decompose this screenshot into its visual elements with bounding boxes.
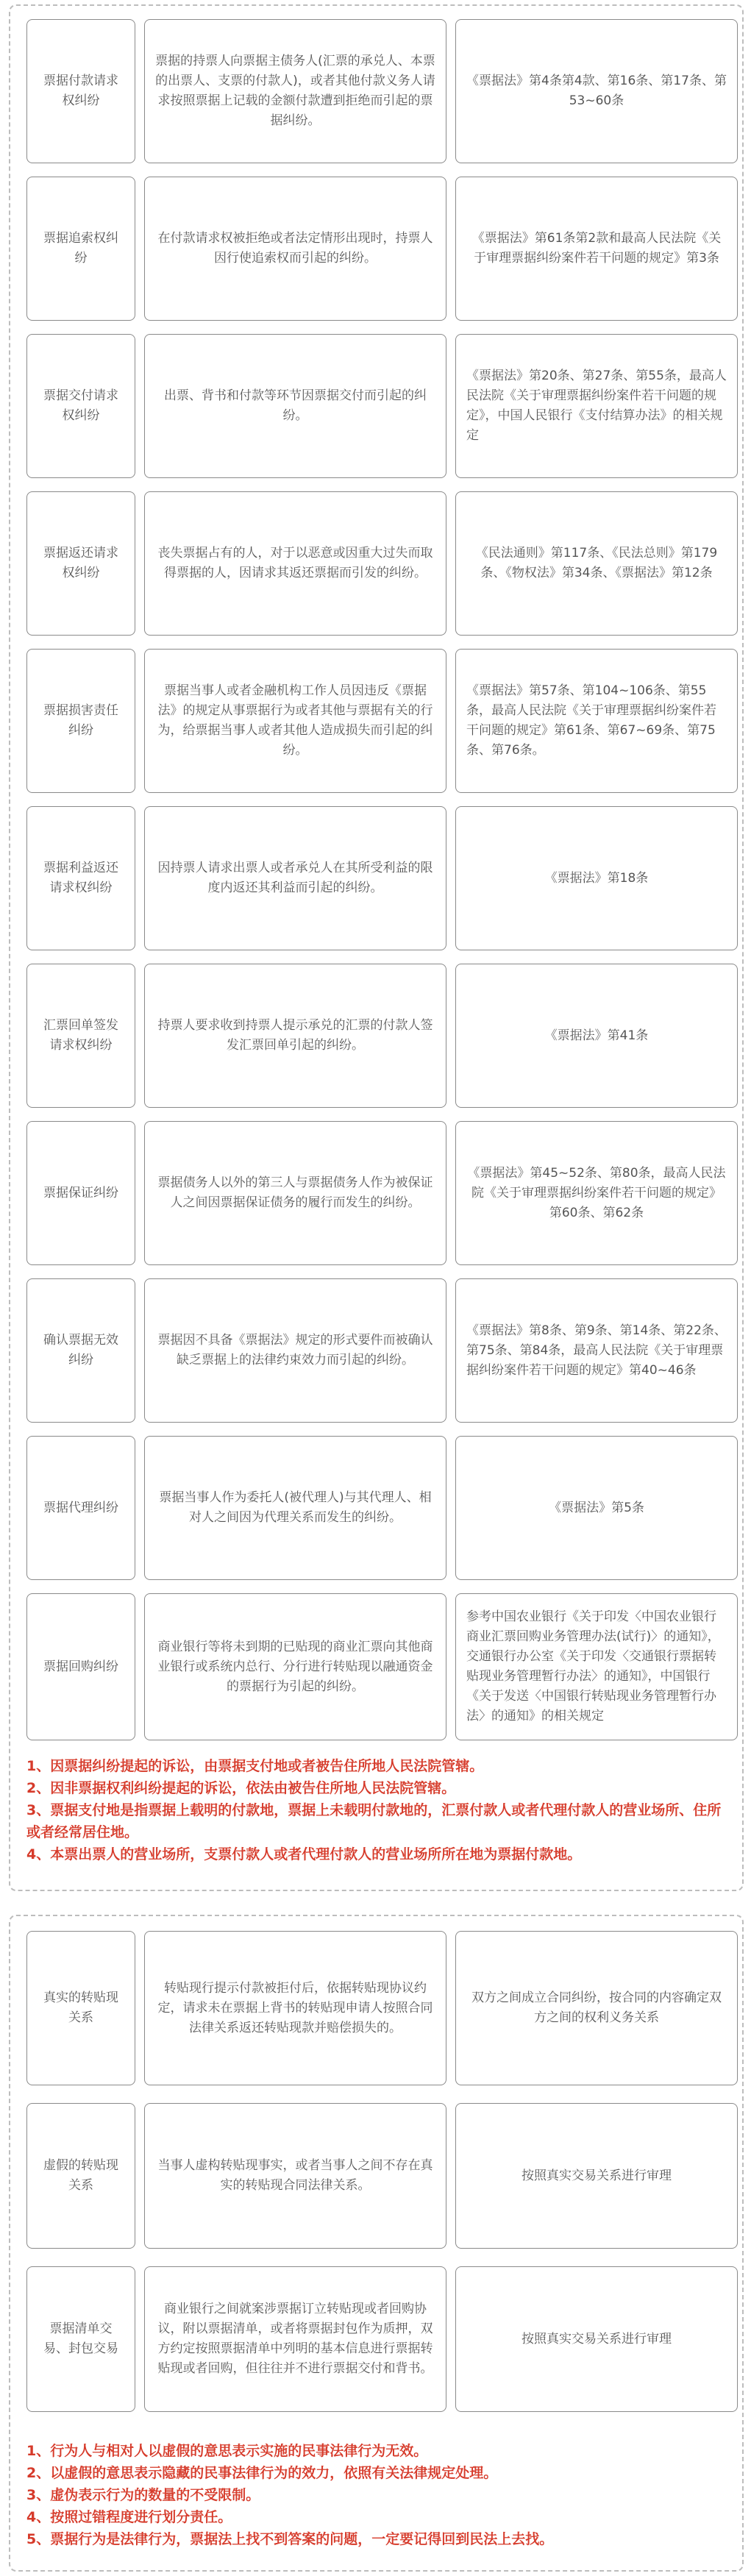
legal-basis-cell: 按照真实交易关系进行审理 xyxy=(455,2103,738,2249)
description-cell: 丧失票据占有的人，对于以恶意或因重大过失而取得票据的人，因请求其返还票据而引发的纠纷。 xyxy=(144,491,446,636)
legal-basis-cell: 按照真实交易关系进行审理 xyxy=(455,2266,738,2412)
note-item: 5、票据行为是法律行为，票据法上找不到答案的问题，一定要记得回到民法上去找。 xyxy=(26,2531,554,2547)
description-cell: 票据债务人以外的第三人与票据债务人作为被保证人之间因票据保证债务的履行而发生的纠纷。 xyxy=(144,1121,446,1265)
dispute-type-cell: 汇票回单签发请求权纠纷 xyxy=(26,964,135,1108)
description-cell: 票据当事人或者金融机构工作人员因违反《票据法》的规定从事票据行为或者其他与票据有关的行为，给票据当事人或者其他人造成损失而引起的纠纷。 xyxy=(144,649,446,793)
note-item: 2、以虚假的意思表示隐藏的民事法律行为的效力，依照有关法律规定处理。 xyxy=(26,2465,498,2481)
notes-list xyxy=(26,1755,733,1865)
legal-basis-cell: 《票据法》第61条第2款和最高人民法院《关于审理票据纠纷案件若干问题的规定》第3条 xyxy=(455,177,738,321)
note-item: 4、本票出票人的营业场所，支票付款人或者代理付款人的营业场所所在地为票据付款地。 xyxy=(26,1846,582,1862)
section-bill-disputes xyxy=(9,4,744,1891)
description-cell: 票据当事人作为委托人(被代理人)与其代理人、相对人之间因为代理关系而发生的纠纷。 xyxy=(144,1436,446,1580)
dispute-type-cell: 票据清单交易、封包交易 xyxy=(26,2266,135,2412)
note-item: 2、因非票据权利纠纷提起的诉讼，依法由被告住所地人民法院管辖。 xyxy=(26,1780,456,1796)
dispute-type-cell: 票据代理纠纷 xyxy=(26,1436,135,1580)
dispute-type-cell: 票据回购纠纷 xyxy=(26,1593,135,1740)
dispute-type-cell: 票据追索权纠纷 xyxy=(26,177,135,321)
note-item: 1、因票据纠纷提起的诉讼，由票据支付地或者被告住所地人民法院管辖。 xyxy=(26,1758,484,1774)
section-rediscount-relations xyxy=(9,1915,744,2572)
dispute-type-cell: 票据保证纠纷 xyxy=(26,1121,135,1265)
legal-basis-cell: 《票据法》第20条、第27条、第55条，最高人民法院《关于审理票据纠纷案件若干问题的规定》，中国人民银行《支付结算办法》的相关规定 xyxy=(455,334,738,478)
note-item: 3、虚伪表示行为的数量的不受限制。 xyxy=(26,2487,260,2503)
legal-basis-cell: 《票据法》第41条 xyxy=(455,964,738,1108)
legal-basis-cell: 《民法通则》第117条、《民法总则》第179条、《物权法》第34条、《票据法》第12条 xyxy=(455,491,738,636)
note-item: 4、按照过错程度进行划分责任。 xyxy=(26,2509,232,2525)
description-cell: 出票、背书和付款等环节因票据交付而引起的纠纷。 xyxy=(144,334,446,478)
description-cell: 票据因不具备《票据法》规定的形式要件而被确认缺乏票据上的法律约束效力而引起的纠纷。 xyxy=(144,1278,446,1423)
legal-basis-cell: 《票据法》第57条、第104~106条、第55条，最高人民法院《关于审理票据纠纷案件若干问题的规定》第61条、第67~69条、第75条、第76条。 xyxy=(455,649,738,793)
note-item: 1、行为人与相对人以虚假的意思表示实施的民事法律行为无效。 xyxy=(26,2443,428,2459)
dispute-type-cell: 虚假的转贴现关系 xyxy=(26,2103,135,2249)
description-cell: 持票人要求收到持票人提示承兑的汇票的付款人签发汇票回单引起的纠纷。 xyxy=(144,964,446,1108)
legal-basis-cell: 《票据法》第5条 xyxy=(455,1436,738,1580)
dispute-type-cell: 票据交付请求权纠纷 xyxy=(26,334,135,478)
legal-basis-cell: 参考中国农业银行《关于印发〈中国农业银行商业汇票回购业务管理办法(试行)〉的通知》，交通银行办公室《关于印发〈交通银行票据转贴现业务管理暂行办法〉的通知》，中国银行《关于发送〈中国银行转贴现业务管理暂行办法〉的通知》的相关规定 xyxy=(455,1593,738,1740)
dispute-type-cell: 票据返还请求权纠纷 xyxy=(26,491,135,636)
legal-basis-cell: 双方之间成立合同纠纷，按合同的内容确定双方之间的权利义务关系 xyxy=(455,1931,738,2085)
legal-basis-cell: 《票据法》第18条 xyxy=(455,806,738,950)
description-cell: 转贴现行提示付款被拒付后，依据转贴现协议约定，请求未在票据上背书的转贴现申请人按照合同法律关系返还转贴现款并赔偿损失的。 xyxy=(144,1931,446,2085)
description-cell: 因持票人请求出票人或者承兑人在其所受利益的限度内返还其利益而引起的纠纷。 xyxy=(144,806,446,950)
legal-basis-cell: 《票据法》第4条第4款、第16条、第17条、第53~60条 xyxy=(455,19,738,163)
dispute-type-cell: 票据利益返还请求权纠纷 xyxy=(26,806,135,950)
dispute-type-cell: 票据损害责任纠纷 xyxy=(26,649,135,793)
notes-list xyxy=(26,2440,733,2550)
description-cell: 商业银行等将未到期的已贴现的商业汇票向其他商业银行或系统内总行、分行进行转贴现以融通资金的票据行为引起的纠纷。 xyxy=(144,1593,446,1740)
dispute-type-cell: 真实的转贴现关系 xyxy=(26,1931,135,2085)
description-cell: 在付款请求权被拒绝或者法定情形出现时，持票人因行使追索权而引起的纠纷。 xyxy=(144,177,446,321)
legal-basis-cell: 《票据法》第45~52条、第80条，最高人民法院《关于审理票据纠纷案件若干问题的规定》第60条、第62条 xyxy=(455,1121,738,1265)
dispute-type-cell: 票据付款请求权纠纷 xyxy=(26,19,135,163)
description-cell: 当事人虚构转贴现事实，或者当事人之间不存在真实的转贴现合同法律关系。 xyxy=(144,2103,446,2249)
description-cell: 商业银行之间就案涉票据订立转贴现或者回购协议，附以票据清单，或者将票据封包作为质押，双方约定按照票据清单中列明的基本信息进行票据转贴现或者回购，但往往并不进行票据交付和背书。 xyxy=(144,2266,446,2412)
legal-basis-cell: 《票据法》第8条、第9条、第14条、第22条、第75条、第84条，最高人民法院《关于审理票据纠纷案件若干问题的规定》第40~46条 xyxy=(455,1278,738,1423)
description-cell: 票据的持票人向票据主债务人(汇票的承兑人、本票的出票人、支票的付款人)，或者其他付款义务人请求按照票据上记载的金额付款遭到拒绝而引起的票据纠纷。 xyxy=(144,19,446,163)
note-item: 3、票据支付地是指票据上载明的付款地，票据上未载明付款地的，汇票付款人或者代理付款人的营业场所、住所或者经常居住地。 xyxy=(26,1802,722,1840)
dispute-type-cell: 确认票据无效纠纷 xyxy=(26,1278,135,1423)
